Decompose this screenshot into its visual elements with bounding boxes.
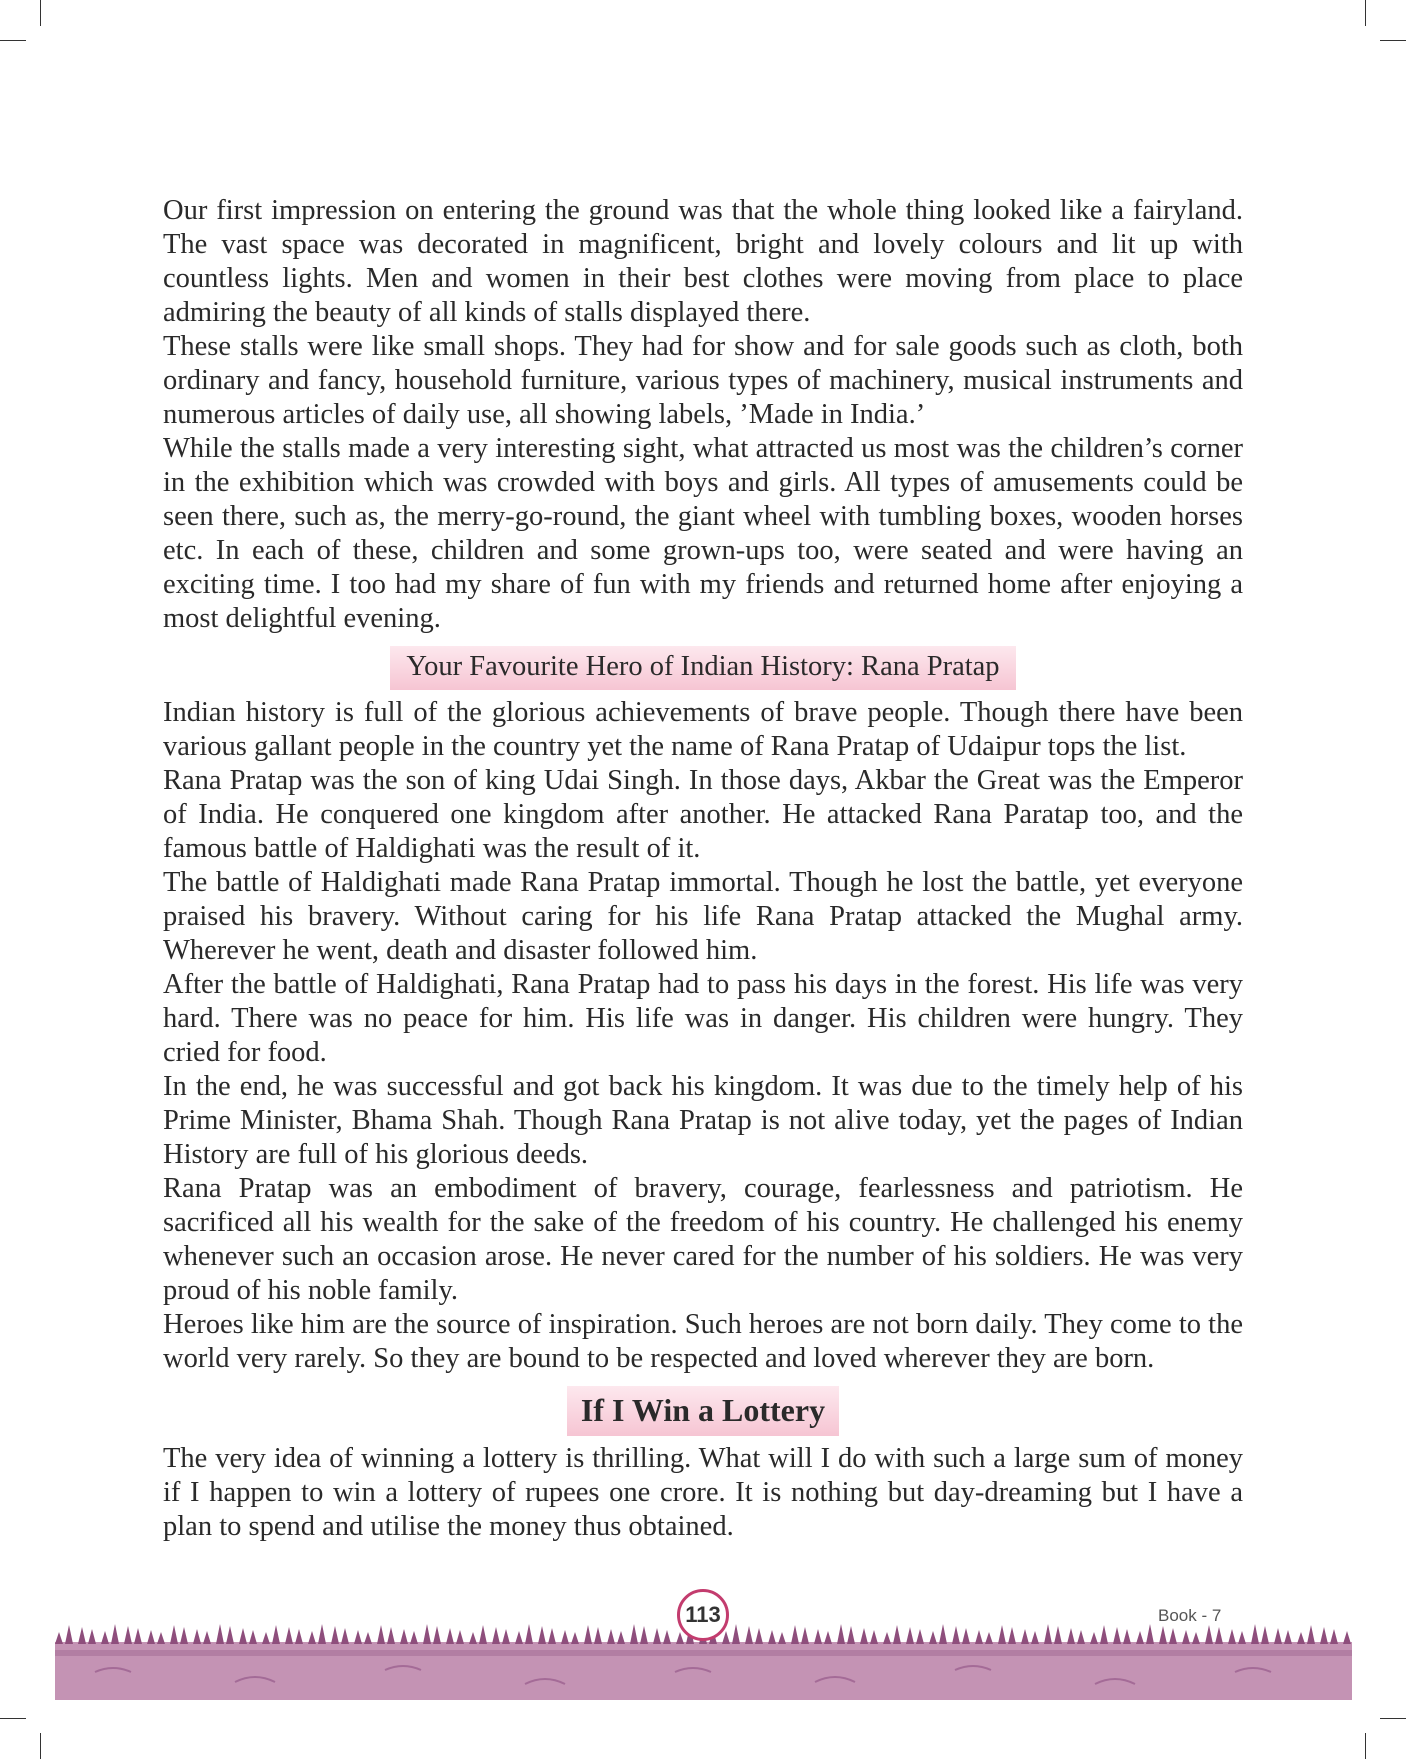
- tree-shape: [814, 1629, 822, 1644]
- tree-shape: [170, 1625, 178, 1644]
- tree-shape: [1192, 1632, 1200, 1644]
- tree-shape: [111, 1624, 119, 1644]
- section-heading-lottery: If I Win a Lottery: [567, 1386, 839, 1436]
- tree-shape: [824, 1631, 832, 1644]
- tree-shape: [916, 1629, 924, 1644]
- tree-shape: [1136, 1631, 1144, 1644]
- paragraph: In the end, he was successful and got back his kingdom. It was due to the timely help of his Prime Minister, Bhama Shah. Though Rana Pratap is not alive today, yet the pages of Indian History are full of his glorious deeds.: [163, 1071, 1243, 1170]
- tree-shape: [492, 1627, 500, 1644]
- paragraph: Heroes like him are the source of inspiration. Such heroes are not born daily. They come to the world very rarely. So they are bound to be respected and loved wherever they are born.: [163, 1309, 1243, 1374]
- tree-shape: [1100, 1625, 1108, 1644]
- tree-shape: [1044, 1624, 1052, 1644]
- tree-shape: [1146, 1624, 1154, 1644]
- tree-shape: [318, 1624, 326, 1644]
- tree-shape: [423, 1624, 431, 1644]
- tree-shape: [502, 1629, 510, 1644]
- tree-shape: [617, 1631, 625, 1644]
- tree-shape: [791, 1625, 799, 1644]
- tree-shape: [778, 1632, 786, 1644]
- tree-shape: [1113, 1627, 1121, 1644]
- tree-shape: [88, 1629, 96, 1644]
- tree-shape: [630, 1624, 638, 1644]
- tree-shape: [387, 1627, 395, 1644]
- tree-shape: [1343, 1631, 1351, 1644]
- tree-shape: [433, 1626, 441, 1644]
- tree-shape: [745, 1626, 753, 1644]
- tree-shape: [479, 1625, 487, 1644]
- paragraph: Rana Pratap was the son of king Udai Singh. In those days, Akbar the Great was the Emperor of India. He conquered one kingdom after another. He attacked Rana Paratap too, and the famous battle of Haldighati was the result of it.: [163, 765, 1243, 864]
- tree-shape: [239, 1628, 247, 1644]
- tree-shape: [456, 1630, 464, 1644]
- tree-shape: [584, 1625, 592, 1644]
- tree-shape: [525, 1624, 533, 1644]
- tree-shape: [331, 1626, 339, 1644]
- tree-shape: [847, 1626, 855, 1644]
- tree-shape: [939, 1624, 947, 1644]
- tree-shape: [1169, 1628, 1177, 1644]
- tree-shape: [1215, 1627, 1223, 1644]
- tree-shape: [998, 1625, 1006, 1644]
- tree-shape: [364, 1632, 372, 1644]
- tree-shape: [837, 1624, 845, 1644]
- tree-shape: [55, 1632, 63, 1644]
- tree-shape: [860, 1628, 868, 1644]
- tree-shape: [594, 1627, 602, 1644]
- page-content: [163, 194, 1243, 1544]
- tree-shape: [975, 1630, 983, 1644]
- paragraph: The very idea of winning a lottery is thrilling. What will I do with such a large sum of money if I happen to win a lottery of rupees one crore. It is nothing but day-dreaming but I have a plan to spend and utilise the money thus obtained.: [163, 1443, 1243, 1542]
- tree-shape: [1330, 1629, 1338, 1644]
- section-heading-hero: Your Favourite Hero of Indian History: Rana Pratap: [390, 646, 1015, 690]
- page-number-badge: 113: [677, 1589, 729, 1641]
- tree-shape: [1238, 1631, 1246, 1644]
- tree-shape: [952, 1626, 960, 1644]
- tree-shape: [446, 1628, 454, 1644]
- tree-shape: [676, 1632, 684, 1644]
- tree-shape: [400, 1629, 408, 1644]
- tree-shape: [663, 1630, 671, 1644]
- tree-shape: [1021, 1629, 1029, 1644]
- crop-mark: [0, 1718, 26, 1719]
- tree-shape: [1067, 1628, 1075, 1644]
- paragraph: These stalls were like small shops. They had for show and for sale goods such as cloth, both ordinary and fancy, household furniture, various types of machinery, musical instruments and numerous articles of daily use, all showing labels, ’Made in India.’: [163, 331, 1243, 430]
- paragraph: Indian history is full of the glorious achievements of brave people. Though there have been various gallant people in the country yet the name of Rana Pratap of Udaipur tops the list.: [163, 697, 1243, 762]
- tree-shape: [249, 1630, 257, 1644]
- book-label: Book - 7: [1158, 1606, 1222, 1625]
- tree-shape: [1077, 1630, 1085, 1644]
- tree-shape: [870, 1630, 878, 1644]
- section-heading-wrap: [163, 1386, 1243, 1436]
- crop-mark: [1365, 0, 1366, 26]
- tree-shape: [1307, 1625, 1315, 1644]
- tree-shape: [1205, 1625, 1213, 1644]
- tree-shape: [65, 1625, 73, 1644]
- crop-mark: [40, 0, 41, 26]
- tree-shape: [1182, 1630, 1190, 1644]
- tree-shape: [768, 1630, 776, 1644]
- crop-mark: [1380, 1718, 1406, 1719]
- tree-shape: [640, 1626, 648, 1644]
- tree-shape: [134, 1628, 142, 1644]
- section-heading-wrap: [163, 646, 1243, 690]
- tree-shape: [1261, 1626, 1269, 1644]
- tree-shape: [906, 1627, 914, 1644]
- tree-shape: [226, 1626, 234, 1644]
- tree-shape: [101, 1631, 109, 1644]
- tree-shape: [354, 1630, 362, 1644]
- tree-shape: [1320, 1627, 1328, 1644]
- tree-shape: [410, 1631, 418, 1644]
- tree-shape: [653, 1628, 661, 1644]
- tree-shape: [801, 1627, 809, 1644]
- tree-shape: [722, 1631, 730, 1644]
- tree-shape: [1090, 1632, 1098, 1644]
- tree-shape: [985, 1632, 993, 1644]
- tree-shape: [755, 1628, 763, 1644]
- tree-shape: [341, 1628, 349, 1644]
- tree-shape: [1008, 1627, 1016, 1644]
- tree-shape: [571, 1632, 579, 1644]
- tree-shape: [548, 1628, 556, 1644]
- tree-shape: [285, 1627, 293, 1644]
- paragraph: Rana Pratap was an embodiment of bravery, courage, fearlessness and patriotism. He sacrificed all his wealth for the sake of the freedom of his country. He challenged his enemy whenever such an occasion arose. He never cared for the number of his soldiers. He was very proud of his noble family.: [163, 1173, 1243, 1306]
- tree-shape: [193, 1629, 201, 1644]
- tree-shape: [962, 1628, 970, 1644]
- tree-shape: [203, 1631, 211, 1644]
- tree-shape: [157, 1632, 165, 1644]
- tree-shape: [1274, 1628, 1282, 1644]
- tree-shape: [607, 1629, 615, 1644]
- tree-shape: [561, 1630, 569, 1644]
- tree-shape: [262, 1632, 270, 1644]
- tree-shape: [1251, 1624, 1259, 1644]
- crop-mark: [40, 1733, 41, 1759]
- tree-shape: [308, 1631, 316, 1644]
- crop-mark: [1365, 1733, 1366, 1759]
- tree-shape: [377, 1625, 385, 1644]
- tree-shape: [893, 1625, 901, 1644]
- tree-shape: [732, 1624, 740, 1644]
- tree-shape: [1159, 1626, 1167, 1644]
- tree-shape: [929, 1631, 937, 1644]
- tree-shape: [1297, 1632, 1305, 1644]
- paragraph: The battle of Haldighati made Rana Pratap immortal. Though he lost the battle, yet everyone praised his bravery. Without caring for his life Rana Pratap attacked the Mughal army. Wherever he went, death and disaster followed him.: [163, 867, 1243, 966]
- tree-shape: [538, 1626, 546, 1644]
- tree-shape: [469, 1632, 477, 1644]
- tree-shape: [1228, 1629, 1236, 1644]
- crop-mark: [0, 40, 26, 41]
- crop-mark: [1380, 40, 1406, 41]
- tree-shape: [1054, 1626, 1062, 1644]
- paragraph: While the stalls made a very interesting sight, what attracted us most was the children’s corner in the exhibition which was crowded with boys and girls. All types of amusements could be seen there, such as, the merry-go-round, the giant wheel with tumbling boxes, wooden horses etc. In each of these, children and some grown-ups too, were seated and were having an exciting time. I too had my share of fun with my friends and returned home after enjoying a most delightful evening.: [163, 433, 1243, 634]
- tree-shape: [180, 1627, 188, 1644]
- tree-shape: [272, 1625, 280, 1644]
- tree-shape: [147, 1630, 155, 1644]
- tree-shape: [78, 1627, 86, 1644]
- tree-shape: [1123, 1629, 1131, 1644]
- tree-shape: [1284, 1630, 1292, 1644]
- paragraph: After the battle of Haldighati, Rana Pratap had to pass his days in the forest. His life was very hard. There was no peace for him. His life was in danger. His children were hungry. They cried for food.: [163, 969, 1243, 1068]
- tree-shape: [515, 1631, 523, 1644]
- tree-shape: [883, 1632, 891, 1644]
- tree-shape: [216, 1624, 224, 1644]
- tree-shape: [124, 1626, 132, 1644]
- tree-shape: [1031, 1631, 1039, 1644]
- paragraph: Our first impression on entering the ground was that the whole thing looked like a fairyland. The vast space was decorated in magnificent, bright and lovely colours and lit up with countless lights. Men and women in their best clothes were moving from place to place admiring the beauty of all kinds of stalls displayed there.: [163, 195, 1243, 328]
- tree-shape: [295, 1629, 303, 1644]
